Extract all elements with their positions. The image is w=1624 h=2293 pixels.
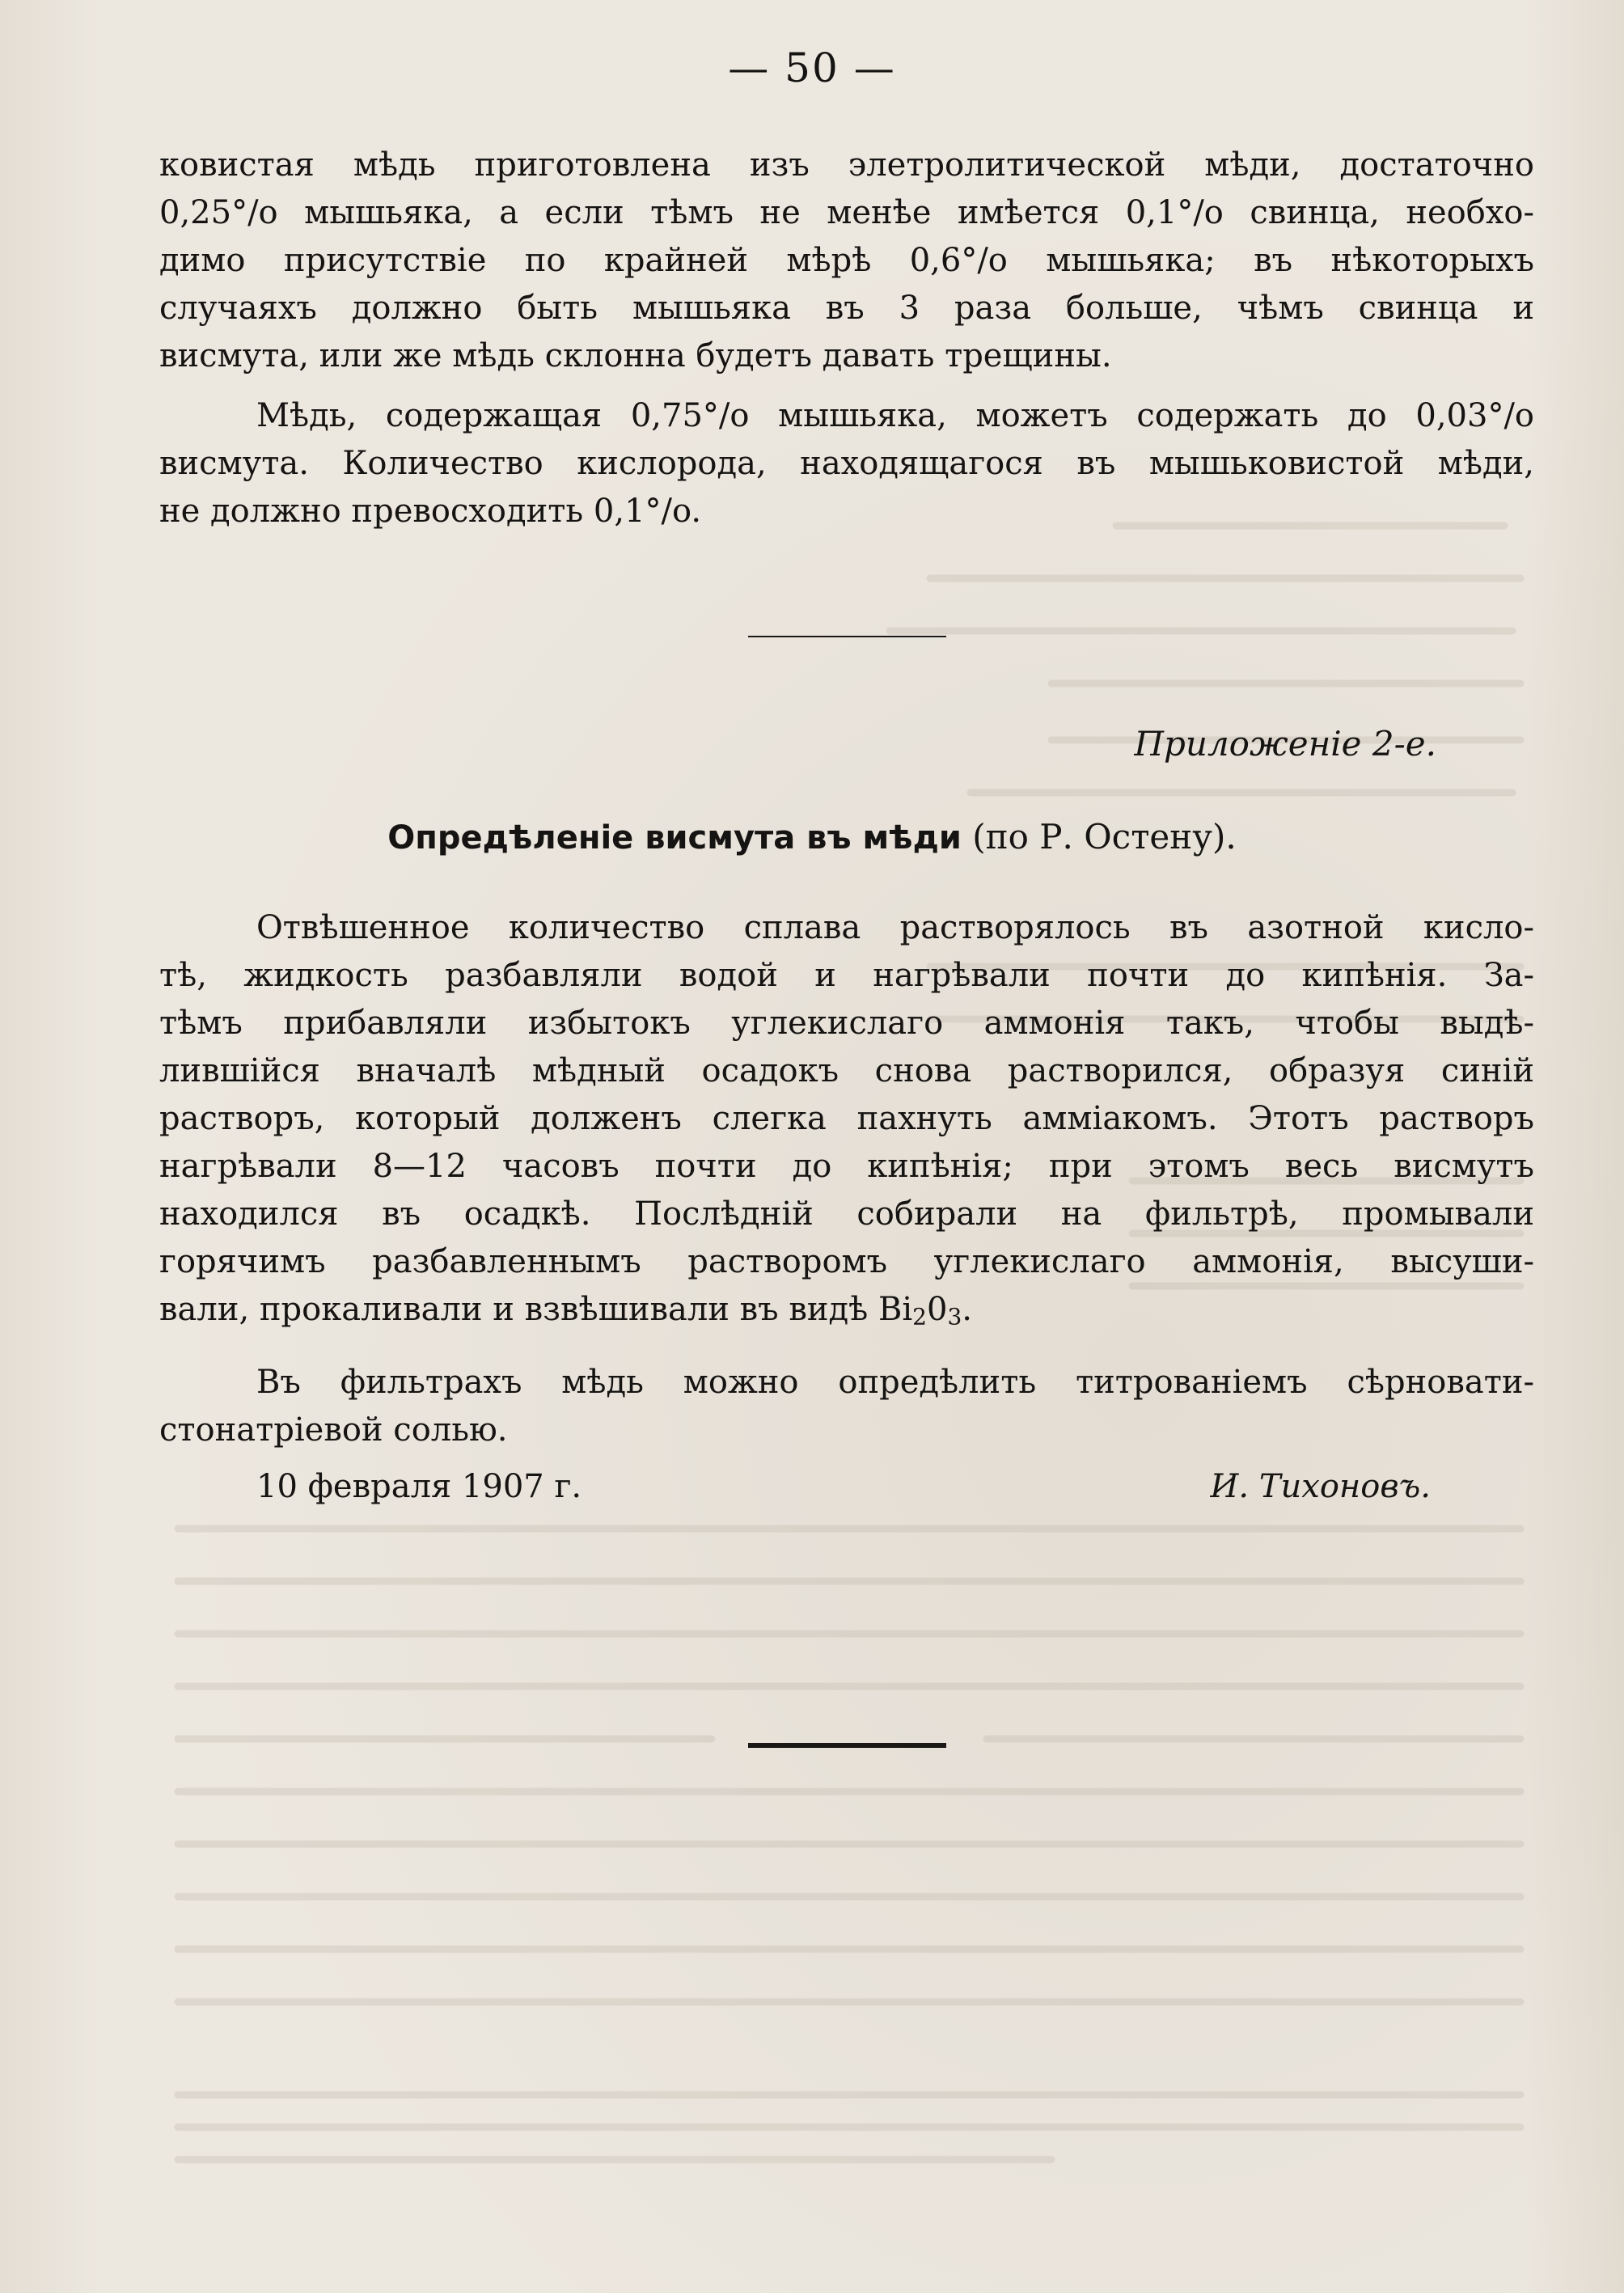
document-date: 10 февраля 1907 г. (256, 1468, 582, 1505)
text-line: 0,25°/o мышьяка, а если тѣмъ не менѣе имѣется 0,1°/o свинца, необхо- (159, 194, 1534, 231)
text-line: тѣмъ прибавляли избытокъ углекислаго аммонія такъ, чтобы выдѣ- (159, 1005, 1534, 1042)
section-title (0, 817, 1624, 857)
text-line: лившійся вначалѣ мѣдный осадокъ снова растворился, образуя синій (159, 1052, 1534, 1089)
text-line: тѣ, жидкость разбавляли водой и нагрѣвали почти до кипѣнія. За- (159, 957, 1534, 994)
text-line: не должно превосходить 0,1°/o. (159, 493, 702, 530)
text-line: растворъ, который долженъ слегка пахнуть амміакомъ. Этотъ растворъ (159, 1100, 1534, 1137)
section-divider (748, 636, 946, 637)
text-line: Въ фильтрахъ мѣдь можно опредѣлить титрованіемъ сѣрновати- (256, 1364, 1534, 1401)
text-line: висмута. Количество кислорода, находящагося въ мышьковистой мѣди, (159, 445, 1534, 482)
text-line-formula: вали, прокаливали и взвѣшивали въ видѣ $Bi_20_3$. (159, 1291, 972, 1331)
section-title-attribution: (по Р. Остену). (972, 817, 1237, 857)
text-line: Мѣдь, содержащая 0,75°/o мышьяка, можетъ содержать до 0,03°/o (256, 397, 1534, 434)
page-number: — 50 — (728, 44, 896, 91)
text-line: находился въ осадкѣ. Послѣдній собирали на фильтрѣ, промывали (159, 1195, 1534, 1233)
paragraph-method (159, 904, 1534, 1334)
text-line: нагрѣвали 8—12 часовъ почти до кипѣнія; при этомъ весь висмутъ (159, 1148, 1534, 1185)
text-line: Отвѣшенное количество сплава растворялось въ азотной кисло- (256, 909, 1534, 946)
text-line: ковистая мѣдь приготовлена изъ элетролитической мѣди, достаточно (159, 146, 1534, 184)
text-line: горячимъ разбавленнымъ растворомъ углекислаго аммонія, высуши- (159, 1243, 1534, 1280)
appendix-label: Приложеніе 2-е. (1134, 724, 1436, 764)
author-signature: И. Тихоновъ. (1210, 1468, 1431, 1505)
text-line: стонатріевой солью. (159, 1411, 508, 1449)
paragraph-arsenic-content (159, 142, 1534, 380)
paragraph-copper-titration (159, 1359, 1534, 1454)
text-line: случаяхъ должно быть мышьяка въ 3 раза больше, чѣмъ свинца и (159, 290, 1534, 327)
section-title-main: Опредѣленіе висмута въ мѣди (387, 819, 962, 857)
end-divider (748, 1743, 946, 1748)
text-line: димо присутствіе по крайней мѣрѣ 0,6°/o мышьяка; въ нѣкоторыхъ (159, 242, 1534, 279)
text-line: висмута, или же мѣдь склонна будетъ давать трещины. (159, 337, 1112, 374)
paragraph-bismuth-limit (159, 392, 1534, 535)
